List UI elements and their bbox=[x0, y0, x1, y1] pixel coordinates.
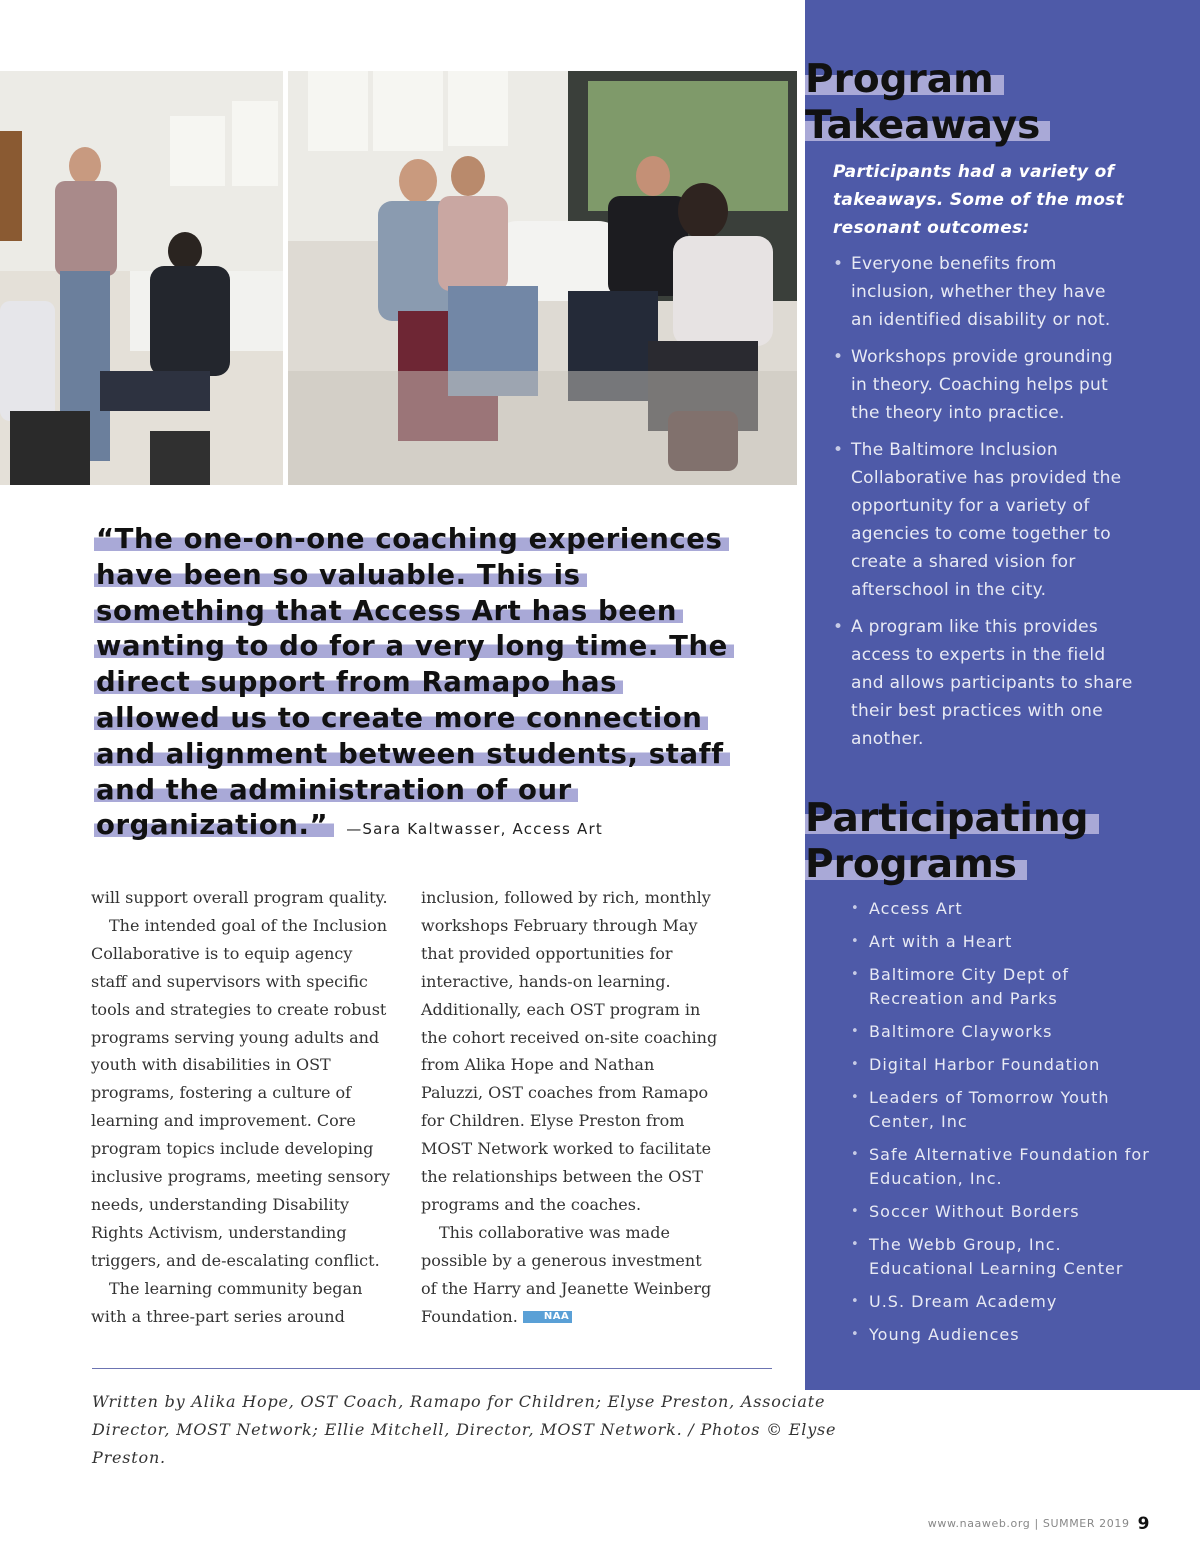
takeaways-intro: Participants had a variety of takeaways. Some of the most resonant outcomes: bbox=[833, 162, 1125, 238]
program-item: • Digital Harbor Foundation bbox=[851, 1053, 1151, 1077]
paragraph bbox=[421, 1219, 721, 1331]
program-item: • Safe Alternative Foundation for Education, Inc. bbox=[851, 1143, 1151, 1191]
program-item: • Art with a Heart bbox=[851, 930, 1151, 954]
page-footer bbox=[928, 1514, 1150, 1534]
programs-heading-line1: Participating bbox=[805, 796, 1099, 841]
page-number: 9 bbox=[1137, 1514, 1150, 1534]
pull-quote-text: “The one-on-one coaching experiences have been so valuable. This is something that Access Art has been wanting to do for a very long time. The direct support from Ramapo has allowed us to create more connection and alignment between students, staff and the administration of our organization.” bbox=[94, 523, 734, 841]
takeaway-item: • Everyone benefits from inclusion, whether they have an identified disability or not. bbox=[833, 250, 1133, 334]
program-item: • Baltimore City Dept of Recreation and Parks bbox=[851, 963, 1151, 1011]
takeaway-item: • The Baltimore Inclusion Collaborative has provided the opportunity for a variety of agencies to come together to create a shared vision for afterschool in the city. bbox=[833, 436, 1133, 604]
program-item: • Young Audiences bbox=[851, 1323, 1151, 1347]
takeaways-list bbox=[833, 250, 1133, 762]
program-item: • U.S. Dream Academy bbox=[851, 1290, 1151, 1314]
program-item: • Leaders of Tomorrow Youth Center, Inc bbox=[851, 1086, 1151, 1134]
program-item: • Baltimore Clayworks bbox=[851, 1020, 1151, 1044]
takeaway-item: • Workshops provide grounding in theory. Coaching helps put the theory into practice. bbox=[833, 343, 1133, 427]
sidebar-panel bbox=[805, 0, 1200, 1390]
paragraph: The learning community began with a three-part series around bbox=[91, 1278, 363, 1326]
takeaways-heading bbox=[805, 57, 1050, 149]
programs-heading-line2: Programs bbox=[805, 842, 1027, 887]
program-item: • Soccer Without Borders bbox=[851, 1200, 1151, 1224]
footer-site-issue: www.naaweb.org | SUMMER 2019 bbox=[927, 1517, 1130, 1530]
paragraph: The intended goal of the Inclusion Collaborative is to equip agency staff and supervisors with specific tools and strategies to create robust programs serving young adults and youth with disabilities in OST programs, fostering a culture of learning and improvement. Core program topics include developing inclusive programs, meeting sensory needs, understanding Disability Rights Activism, understanding triggers, and de-escalating conflict. bbox=[91, 915, 391, 1270]
takeaway-item: • A program like this provides access to experts in the field and allows participants to share their best practices with one another. bbox=[833, 613, 1133, 753]
workshop-photo-right bbox=[288, 71, 797, 485]
divider-rule bbox=[92, 1368, 772, 1369]
article-column-left bbox=[91, 884, 391, 1331]
paragraph: inclusion, followed by rich, monthly workshops February through May that provided opportunities for interactive, hands-on learning. Additionally, each OST program in the cohort received on-site coaching from Alika Hope and Nathan Paluzzi, OST coaches from Ramapo for Children. Elyse Preston from MOST Network worked to facilitate the relationships between the OST programs and the coaches. bbox=[421, 888, 718, 1214]
paragraph-text: This collaborative was made possible by a generous investment of the Harry and Jeanette Weinberg Foundation. bbox=[421, 1222, 712, 1326]
takeaways-heading-line2: Takeaways bbox=[805, 103, 1050, 148]
naa-end-mark-logo: NAA bbox=[523, 1311, 572, 1323]
programs-list bbox=[851, 897, 1151, 1356]
pull-quote-attribution: —Sara Kaltwasser, Access Art bbox=[346, 820, 603, 839]
paragraph: will support overall program quality. bbox=[91, 888, 388, 907]
workshop-photo-left bbox=[0, 71, 283, 485]
takeaways-heading-line1: Program bbox=[805, 57, 1004, 102]
article-column-right bbox=[421, 884, 721, 1331]
program-item: • Access Art bbox=[851, 897, 1151, 921]
author-credits: Written by Alika Hope, OST Coach, Ramapo for Children; Elyse Preston, Associate Director, MOST Network; Ellie Mitchell, Director, MOST Network. / Photos © Elyse Preston. bbox=[92, 1392, 837, 1467]
program-item: • The Webb Group, Inc. Educational Learning Center bbox=[851, 1233, 1151, 1281]
pull-quote bbox=[94, 522, 744, 848]
programs-heading bbox=[805, 796, 1099, 888]
